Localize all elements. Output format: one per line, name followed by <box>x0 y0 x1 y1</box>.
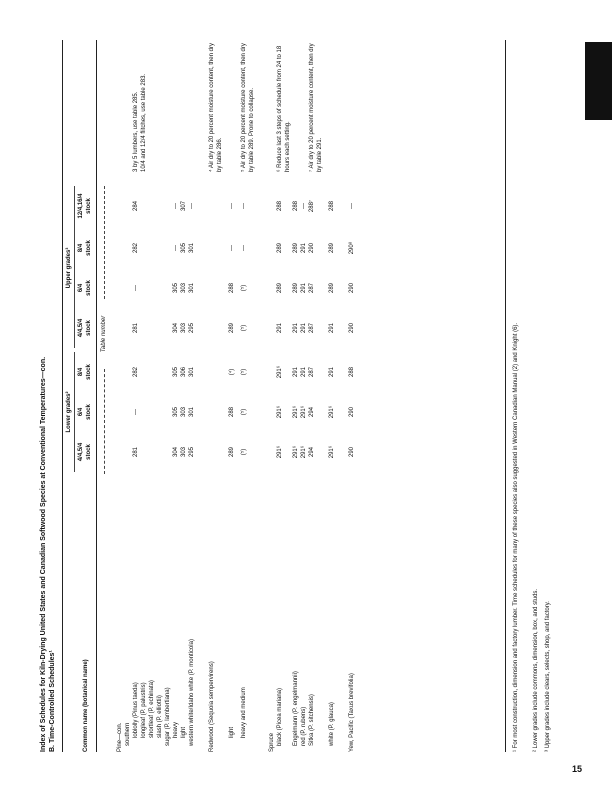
table-number-cell: 290⁸ <box>349 241 355 255</box>
table-number-cell: — <box>229 203 235 209</box>
table-number-cell: (⁵) <box>241 368 247 376</box>
column-header: 12/4,16/4 stock <box>78 193 92 219</box>
lower-grades-rule <box>74 352 75 472</box>
table-number-cell: 291 <box>301 283 307 294</box>
table-number-cell: 291 <box>329 323 335 334</box>
table-number-cell: 291⁶ <box>293 445 299 459</box>
species-name: black (Picea mariana) <box>277 687 283 746</box>
table-number-cell: 305 <box>181 243 187 254</box>
row-remark: ⁴ Air dry to 20 percent moisture content, then dry by table 286. <box>209 43 223 172</box>
table-number-cell: 291⁶ <box>329 445 335 459</box>
species-name: shortleaf (P. echinata) <box>149 680 155 738</box>
footnote: ³ Upper grades include clears, selects, shop, and factory. <box>545 601 551 752</box>
upper-grades-rule <box>74 186 75 348</box>
upper-grades-header: Upper grades³ <box>66 247 72 289</box>
row-remark: ⁵ Air dry to 20 percent moisture content, then dry by table 289. Prone to collapse. <box>241 43 255 172</box>
table-number-cell: 291⁶ <box>301 405 307 419</box>
table-number-cell: (⁴) <box>229 368 235 376</box>
table-number-cell: 295 <box>189 323 195 334</box>
table-number-cell: 294 <box>309 447 315 458</box>
table-number-cell: 291 <box>293 367 299 378</box>
table-number-cell: 281 <box>133 323 139 334</box>
table-number-cell: 291 <box>301 243 307 254</box>
table-number-cell: 289 <box>293 243 299 254</box>
table-number-cell: 290 <box>349 283 355 294</box>
table-number-cell: 301 <box>189 243 195 254</box>
table-number-cell: 291⁶ <box>277 405 283 419</box>
table-number-cell: 301 <box>189 407 195 418</box>
table-number-cell: 289 <box>329 243 335 254</box>
thumb-index-tab <box>585 42 612 120</box>
table-number-cell: 288⁷ <box>309 199 315 213</box>
species-name: sugar (P. lambertiana) <box>165 687 171 746</box>
table-number-cell: 291⁶ <box>293 405 299 419</box>
table-number-dash-right <box>104 186 105 299</box>
table-number-cell: 290 <box>349 323 355 334</box>
header-rule <box>96 40 97 752</box>
table-number-cell: — <box>349 203 355 209</box>
table-number-cell: 289 <box>229 447 235 458</box>
page-number: 15 <box>572 764 583 774</box>
table-number-cell: 290 <box>309 243 315 254</box>
table-number-cell: 289 <box>277 243 283 254</box>
table-number-cell: 291⁶ <box>277 445 283 459</box>
table-number-cell: — <box>133 285 139 291</box>
species-name: western white/Idaho white (P. monticola) <box>189 639 195 746</box>
column-header: 8/4 stock <box>78 364 92 380</box>
common-name-header: Common name (botanical name) <box>83 659 89 752</box>
table-number-cell: (⁵) <box>241 448 247 456</box>
species-name: Spruce <box>269 732 275 752</box>
species-name: heavy and medium <box>241 687 247 738</box>
row-remark: ⁶ Reduce last 3 steps of schedule from 24 to 18 hours each setting. <box>277 45 291 172</box>
table-number-cell: 291⁶ <box>329 405 335 419</box>
table-number-dash-left <box>104 369 105 474</box>
table-number-cell: 303 <box>181 323 187 334</box>
page-title: Index of Schedules for Kiln-Drying United States and Canadian Softwood Species at Conventional Temperatures—con. <box>40 356 47 752</box>
table-number-cell: 287 <box>309 283 315 294</box>
table-number-cell: 294 <box>309 407 315 418</box>
table-number-cell: 289 <box>277 283 283 294</box>
table-number-cell: (⁵) <box>241 408 247 416</box>
table-number-label: Table number <box>101 315 107 353</box>
footnote: ¹ For most construction, dimension and factory lumber. Time schedules for many of these species also suggested in Western Canadian Manual (2) and Knight (6). <box>513 322 519 752</box>
table-number-cell: 284 <box>133 201 139 212</box>
table-number-cell: — <box>173 245 179 251</box>
species-name: southern <box>125 722 131 746</box>
species-name: red (P. rubens) <box>301 706 307 746</box>
table-number-cell: 304 <box>173 323 179 334</box>
table-number-cell: 289 <box>229 323 235 334</box>
table-number-cell: 288 <box>329 201 335 212</box>
species-name: slash (P. elliottii) <box>157 695 163 738</box>
column-header: 8/4 stock <box>78 240 92 256</box>
footnote: ² Lower grades include commons, dimension, box, and studs. <box>533 588 539 752</box>
species-name: white (P. glauca) <box>329 702 335 746</box>
table-number-cell: 291⁶ <box>301 445 307 459</box>
species-name: loblolly (Pinus taeda) <box>133 682 139 738</box>
table-number-cell: 295 <box>189 447 195 458</box>
row-remark: ⁷ Air dry to 20 percent moisture content, then dry by table 291. <box>309 43 323 172</box>
table-number-cell: 291 <box>329 367 335 378</box>
table-number-cell: 301 <box>189 283 195 294</box>
page-subtitle: B. Time-Controlled Schedules¹ <box>49 650 56 752</box>
table-number-cell: — <box>133 409 139 415</box>
table-number-cell: — <box>241 245 247 251</box>
table-number-cell: (⁵) <box>241 324 247 332</box>
table-number-cell: (⁵) <box>241 284 247 292</box>
column-header: 6/4 stock <box>78 404 92 420</box>
table-number-cell: 282 <box>133 367 139 378</box>
table-number-cell: 291 <box>277 323 283 334</box>
table-number-cell: 288 <box>349 367 355 378</box>
species-name: Redwood (Sequoia sempervirens) <box>209 661 215 752</box>
table-number-cell: 304 <box>173 447 179 458</box>
table-number-cell: 291⁶ <box>277 365 283 379</box>
table-number-cell: 305 <box>173 407 179 418</box>
species-name: light <box>181 726 187 738</box>
table-number-cell: — <box>229 245 235 251</box>
column-header: 4/4,5/4 stock <box>78 318 92 338</box>
table-number-cell: 288 <box>277 201 283 212</box>
species-name: Engelmann (P. engelmannii) <box>293 671 299 746</box>
rotated-table-page <box>40 40 570 752</box>
table-number-cell: 287 <box>309 323 315 334</box>
table-number-cell: 290 <box>349 407 355 418</box>
table-number-cell: 288 <box>293 201 299 212</box>
species-name: Sitka (P. sitchensis) <box>309 694 315 746</box>
table-number-cell: 301 <box>189 367 195 378</box>
table-number-cell: 287 <box>309 367 315 378</box>
table-number-cell: 289 <box>329 283 335 294</box>
table-number-cell: 291 <box>293 323 299 334</box>
table-number-cell: — <box>301 203 307 209</box>
table-number-cell: 305 <box>173 283 179 294</box>
species-name: Pine—con. <box>117 722 123 752</box>
species-name: heavy <box>173 721 179 738</box>
table-number-cell: 291 <box>301 323 307 334</box>
species-name: Yew, Pacific (Taxus brevifolia) <box>349 673 355 752</box>
table-number-cell: 307 <box>181 201 187 212</box>
table-number-cell: 290 <box>349 447 355 458</box>
table-number-cell: 306 <box>181 367 187 378</box>
table-number-cell: 288 <box>229 283 235 294</box>
species-name: light <box>229 726 235 738</box>
lower-grades-header: Lower grades² <box>66 391 72 433</box>
table-number-cell: 289 <box>293 283 299 294</box>
column-header: 6/4 stock <box>78 280 92 296</box>
column-header: 4/4,5/4 stock <box>78 442 92 462</box>
species-name: longleaf (P. palustris) <box>141 682 147 738</box>
table-number-cell: 281 <box>133 447 139 458</box>
table-number-cell: 305 <box>173 367 179 378</box>
table-number-cell: — <box>189 203 195 209</box>
table-number-cell: 282 <box>133 243 139 254</box>
table-number-cell: 291 <box>301 367 307 378</box>
bottom-rule <box>505 40 506 752</box>
table-number-cell: — <box>241 203 247 209</box>
top-rule <box>62 40 63 752</box>
table-number-cell: 303 <box>181 407 187 418</box>
table-number-cell: — <box>173 203 179 209</box>
table-number-cell: 303 <box>181 283 187 294</box>
table-number-cell: 303 <box>181 447 187 458</box>
row-remark: 10/4 and 12/4 flitches, use table 283. <box>141 73 147 172</box>
table-number-cell: 288 <box>229 407 235 418</box>
row-remark: 3 by 5 lumbers, use table 285. <box>133 91 139 172</box>
